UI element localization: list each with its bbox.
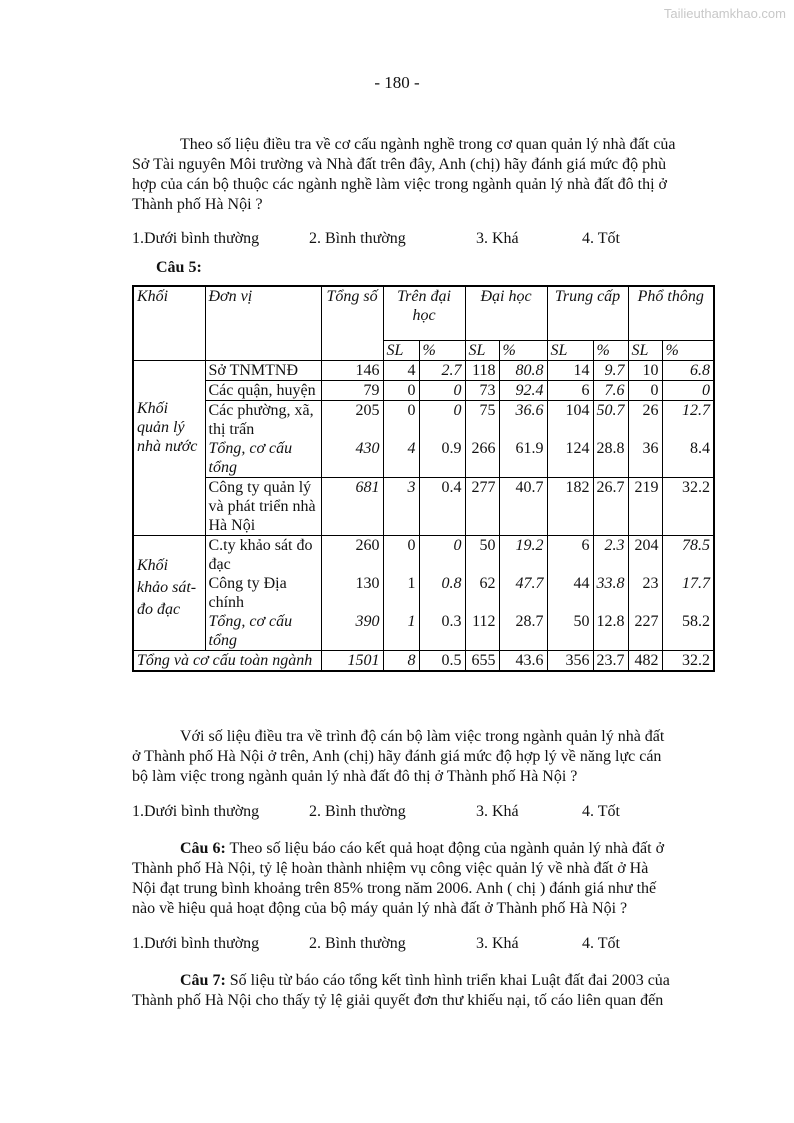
header-sl: SL [628,340,662,360]
value-cell: 28.7 [499,612,547,651]
total-cell: 430 [321,439,383,478]
value-cell: 9.7 [593,360,628,380]
value-cell: 75 [465,400,499,439]
value-cell: 4 [383,439,419,478]
value-cell: 112 [465,612,499,651]
total-cell: 79 [321,380,383,400]
value-cell: 356 [547,650,593,671]
table-row [133,360,714,380]
value-cell: 4 [383,360,419,380]
text-line: hợp của cán bộ thuộc các ngành nghề làm việc trong ngành quản lý nhà đất đô thị ở [132,176,667,193]
value-cell: 104 [547,400,593,439]
value-cell: 61.9 [499,439,547,478]
text-line: Sở Tài nguyên Môi trường và Nhà đất trên đây, Anh (chị) hãy đánh giá mức độ phù [132,156,667,173]
question-7-text: Số liệu từ báo cáo tổng kết tình hình triển khai Luật đất đai 2003 của [225,972,670,989]
header-pct: % [499,340,547,360]
value-cell: 33.8 [593,574,628,612]
table-row [133,477,714,535]
answer-options [132,935,692,955]
value-cell: 219 [628,477,662,535]
text-line: Theo số liệu điều tra về cơ cấu ngành nghề trong cơ quan quản lý nhà đất của [180,136,676,153]
option-3: 3. Khá [476,803,519,820]
table-row [133,574,714,612]
value-cell: 0 [419,380,465,400]
header-pct: % [593,340,628,360]
option-4: 4. Tốt [582,935,620,952]
total-cell: 260 [321,535,383,574]
value-cell: 12.7 [662,400,714,439]
value-cell: 1 [383,612,419,651]
header-trung-cap: Trung cấp [547,286,628,340]
option-4: 4. Tốt [582,803,620,820]
table-row [133,439,714,478]
value-cell: 23 [628,574,662,612]
value-cell: 26.7 [593,477,628,535]
value-cell: 10 [628,360,662,380]
unit-cell: Tổng, cơ cấu tổng [205,439,321,478]
header-sl: SL [547,340,593,360]
value-cell: 14 [547,360,593,380]
value-cell: 28.8 [593,439,628,478]
table-row [133,380,714,400]
unit-cell: Các quận, huyện [205,380,321,400]
value-cell: 3 [383,477,419,535]
value-cell: 8 [383,650,419,671]
paragraph-intro [132,135,719,215]
value-cell: 6.8 [662,360,714,380]
total-cell: 1501 [321,650,383,671]
value-cell: 204 [628,535,662,574]
value-cell: 124 [547,439,593,478]
value-cell: 266 [465,439,499,478]
text-line: Với số liệu điều tra về trình độ cán bộ làm việc trong ngành quản lý nhà đất [180,728,665,745]
header-pct: % [662,340,714,360]
total-label: Tổng và cơ cấu toàn ngành [133,650,321,671]
value-cell: 118 [465,360,499,380]
value-cell: 0.3 [419,612,465,651]
header-row [133,286,714,340]
value-cell: 50 [547,612,593,651]
value-cell: 0.8 [419,574,465,612]
header-tren-dai-hoc: Trên đại học [383,286,465,340]
value-cell: 47.7 [499,574,547,612]
total-cell: 681 [321,477,383,535]
text-line: Thành phố Hà Nội, tỷ lệ hoàn thành nhiệm vụ công việc quản lý về nhà đất ở Hà [132,860,649,877]
total-cell: 130 [321,574,383,612]
question-6-text: Theo số liệu báo cáo kết quả hoạt động của ngành quản lý nhà đất ở [225,840,665,857]
value-cell: 0 [419,535,465,574]
staff-structure-table [132,285,715,672]
value-cell: 78.5 [662,535,714,574]
answer-options [132,230,692,250]
value-cell: 0 [383,400,419,439]
question-7 [132,971,719,1011]
value-cell: 80.8 [499,360,547,380]
value-cell: 36 [628,439,662,478]
value-cell: 44 [547,574,593,612]
header-don-vi: Đơn vị [205,286,321,360]
text-line: bộ làm việc trong ngành quản lý nhà đất đô thị ở Thành phố Hà Nội ? [132,768,578,785]
value-cell: 182 [547,477,593,535]
text-line: Nội đạt trung bình khoảng trên 85% trong năm 2006. Anh ( chị ) đánh giá như thế [132,880,657,897]
value-cell: 32.2 [662,650,714,671]
value-cell: 227 [628,612,662,651]
value-cell: 0.5 [419,650,465,671]
unit-cell: C.ty khảo sát đo đạc [205,535,321,574]
header-pct: % [419,340,465,360]
value-cell: 0 [419,400,465,439]
option-2: 2. Bình thường [309,803,406,820]
value-cell: 0 [628,380,662,400]
value-cell: 7.6 [593,380,628,400]
text-line [132,971,719,991]
header-tong-so: Tổng số [321,286,383,360]
text-line: Thành phố Hà Nội ? [132,196,263,213]
total-cell: 146 [321,360,383,380]
total-cell: 205 [321,400,383,439]
table-row-total [133,650,714,671]
header-sl: SL [465,340,499,360]
total-cell: 390 [321,612,383,651]
option-4: 4. Tốt [582,230,620,247]
value-cell: 32.2 [662,477,714,535]
value-cell: 92.4 [499,380,547,400]
question-5-label: Câu 5: [156,259,202,276]
table-row [133,535,714,574]
value-cell: 73 [465,380,499,400]
text-line: Thành phố Hà Nội cho thấy tỷ lệ giải quyết đơn thư khiếu nại, tố cáo liên quan đến [132,992,664,1009]
option-2: 2. Bình thường [309,230,406,247]
option-1: 1.Dưới bình thường [132,230,260,247]
value-cell: 23.7 [593,650,628,671]
value-cell: 17.7 [662,574,714,612]
answer-options [132,803,692,823]
value-cell: 6 [547,380,593,400]
value-cell: 26 [628,400,662,439]
value-cell: 0 [383,380,419,400]
text-line: ở Thành phố Hà Nội ở trên, Anh (chị) hãy đánh giá mức độ hợp lý về năng lực cán [132,748,662,765]
unit-cell: Các phường, xã, thị trấn [205,400,321,439]
question-6-label: Câu 6: [180,840,226,857]
value-cell: 50.7 [593,400,628,439]
unit-cell: Công ty Địa chính [205,574,321,612]
text-line [132,839,719,859]
value-cell: 277 [465,477,499,535]
group-label: Khối khảo sát- đo đạc [133,535,205,650]
option-2: 2. Bình thường [309,935,406,952]
value-cell: 0 [662,380,714,400]
header-sl: SL [383,340,419,360]
header-khoi: Khối [133,286,205,360]
page-number: - 180 - [374,73,420,92]
value-cell: 19.2 [499,535,547,574]
table-row [133,612,714,651]
value-cell: 40.7 [499,477,547,535]
value-cell: 2.7 [419,360,465,380]
table-row [133,400,714,439]
option-3: 3. Khá [476,230,519,247]
question-7-label: Câu 7: [180,972,226,989]
header-pho-thong: Phổ thông [628,286,714,340]
value-cell: 36.6 [499,400,547,439]
question-6 [132,839,719,919]
option-1: 1.Dưới bình thường [132,935,260,952]
value-cell: 50 [465,535,499,574]
group-label: Khối quản lý nhà nước [133,360,205,535]
value-cell: 0.4 [419,477,465,535]
value-cell: 12.8 [593,612,628,651]
value-cell: 8.4 [662,439,714,478]
unit-cell: Công ty quản lý và phát triển nhà Hà Nội [205,477,321,535]
header-dai-hoc: Đại học [465,286,547,340]
unit-cell: Sở TNMTNĐ [205,360,321,380]
text-line: nào về hiệu quả hoạt động của bộ máy quản lý nhà đất ở Thành phố Hà Nội ? [132,900,628,917]
value-cell: 655 [465,650,499,671]
value-cell: 2.3 [593,535,628,574]
option-1: 1.Dưới bình thường [132,803,260,820]
value-cell: 58.2 [662,612,714,651]
value-cell: 6 [547,535,593,574]
value-cell: 0 [383,535,419,574]
value-cell: 0.9 [419,439,465,478]
value-cell: 62 [465,574,499,612]
unit-cell: Tổng, cơ cấu tổng [205,612,321,651]
value-cell: 482 [628,650,662,671]
watermark: Tailieuthamkhao.com [663,6,786,21]
option-3: 3. Khá [476,935,519,952]
paragraph-after-table [132,727,719,787]
value-cell: 43.6 [499,650,547,671]
value-cell: 1 [383,574,419,612]
